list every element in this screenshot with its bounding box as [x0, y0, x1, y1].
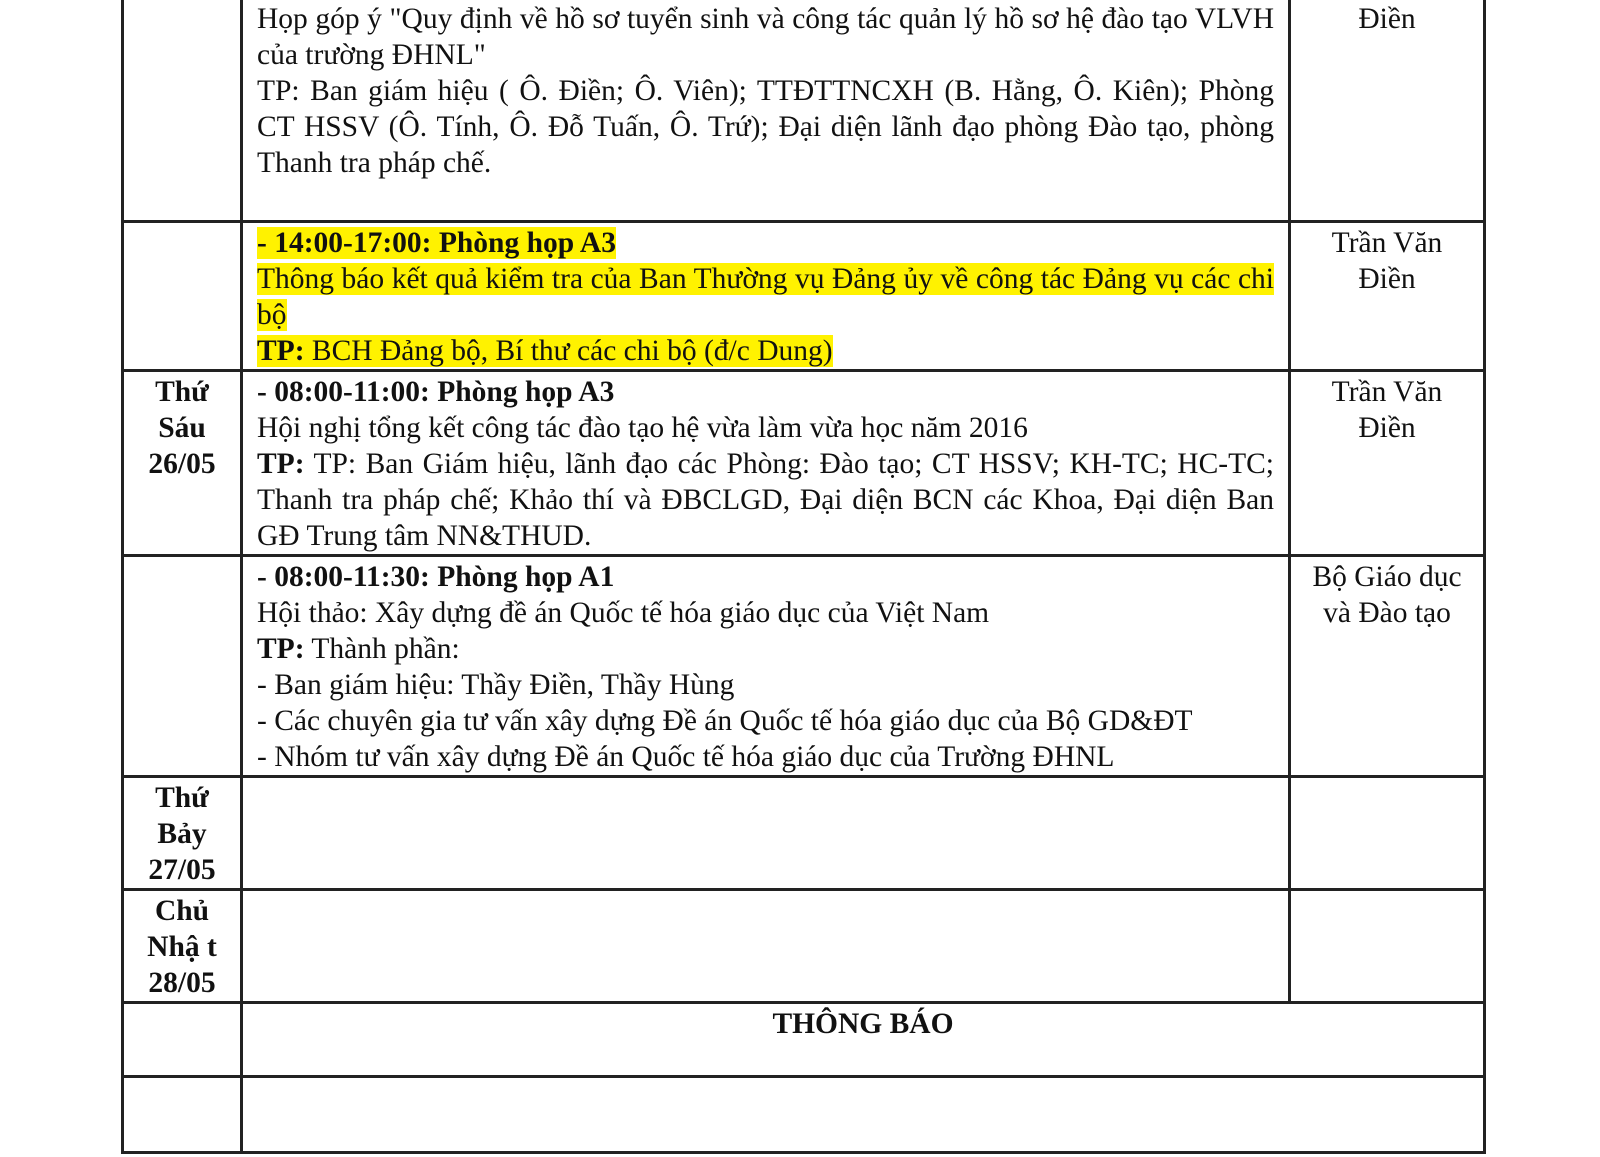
day-label: Thứ [155, 782, 209, 814]
event-cell [242, 371, 1290, 556]
host-label: Điền [1358, 3, 1416, 35]
event-bold-text: - 08:00-11:00: Phòng họp A3 [257, 376, 615, 408]
schedule-row [123, 222, 1485, 371]
notice-title: THÔNG BÁO [772, 1008, 954, 1040]
schedule-row [123, 890, 1485, 1003]
host-label: Trần Văn [1331, 376, 1443, 408]
event-line [257, 333, 1274, 369]
schedule-table [121, 0, 1486, 1154]
host-cell [1290, 556, 1485, 777]
event-line [257, 225, 1274, 261]
event-line [257, 703, 1274, 739]
host-cell [1290, 222, 1485, 371]
event-line [257, 1, 1274, 73]
day-cell [123, 0, 242, 222]
event-bold-text: TP: [257, 335, 305, 367]
event-line [257, 667, 1274, 703]
event-text: - Nhóm tư vấn xây dựng Đề án Quốc tế hóa giáo dục của Trường ĐHNL [257, 741, 1115, 773]
schedule-row [123, 556, 1485, 777]
event-bold-text: TP: [257, 633, 305, 665]
event-line [257, 595, 1274, 631]
event-line [257, 374, 1274, 410]
event-text: TP: Ban Giám hiệu, lãnh đạo các Phòng: Đào tạo; CT HSSV; KH-TC; HC-TC; Thanh tra pháp chế; Khảo thí và ĐBCLGD, Đại diện BCN các Khoa, Đại diện Ban GĐ Trung tâm NN&THUD. [257, 448, 1274, 552]
day-cell [123, 777, 242, 890]
event-text: Thông báo kết quả kiểm tra của Ban Thường vụ Đảng ủy về công tác Đảng vụ các chi bộ [257, 263, 1274, 331]
highlighted-text [257, 335, 833, 367]
notice-cell [242, 1003, 1485, 1077]
event-line [257, 73, 1274, 181]
day-label: 27/05 [148, 854, 216, 886]
event-bold-text: - 08:00-11:30: Phòng họp A1 [257, 561, 615, 593]
host-cell [1290, 0, 1485, 222]
host-label: Điền [1358, 412, 1416, 444]
event-text: - Các chuyên gia tư vấn xây dựng Đề án Quốc tế hóa giáo dục của Bộ GD&ĐT [257, 705, 1193, 737]
schedule-row [123, 0, 1485, 222]
notice-day-cell [123, 1003, 242, 1077]
day-label: Nhậ t [147, 931, 217, 963]
highlighted-text [257, 227, 616, 259]
host-cell [1290, 371, 1485, 556]
event-text: Hội nghị tổng kết công tác đào tạo hệ vừa làm vừa học năm 2016 [257, 412, 1028, 444]
event-line [257, 559, 1274, 595]
notice-body-cell [242, 1077, 1485, 1153]
event-cell [242, 890, 1290, 1003]
day-cell [123, 890, 242, 1003]
host-label: Bộ Giáo dục [1312, 561, 1462, 593]
event-text: Hội thảo: Xây dựng đề án Quốc tế hóa giáo dục của Việt Nam [257, 597, 990, 629]
host-cell [1290, 890, 1485, 1003]
notice-blank-row [123, 1077, 1485, 1153]
event-line [257, 739, 1274, 775]
event-bold-text: TP: [257, 448, 305, 480]
host-label: và Đào tạo [1323, 597, 1451, 629]
event-bold-text: - 14:00-17:00: Phòng họp A3 [257, 227, 616, 259]
day-label: Sáu [158, 412, 206, 444]
event-line [257, 410, 1274, 446]
event-cell [242, 0, 1290, 222]
day-cell [123, 556, 242, 777]
schedule-row [123, 777, 1485, 890]
event-line [257, 261, 1274, 333]
event-text: Thành phần: [304, 633, 460, 665]
event-text: TP: Ban giám hiệu ( Ô. Điền; Ô. Viên); TTĐTTNCXH (B. Hằng, Ô. Kiên); Phòng CT HSSV (Ô. Tính, Ô. Đỗ Tuấn, Ô. Trứ); Đại diện lãnh đạo phòng Đào tạo, phòng Thanh tra pháp chế. [257, 75, 1274, 179]
day-cell [123, 222, 242, 371]
host-label: Điền [1358, 263, 1416, 295]
event-line [257, 631, 1274, 667]
event-cell [242, 777, 1290, 890]
day-label: Thứ [155, 376, 209, 408]
event-text: BCH Đảng bộ, Bí thư các chi bộ (đ/c Dung) [304, 335, 833, 367]
event-line [257, 446, 1274, 554]
notice-day-cell [123, 1077, 242, 1153]
event-cell [242, 556, 1290, 777]
day-label: Bảy [157, 818, 207, 850]
host-label: Trần Văn [1331, 227, 1443, 259]
day-label: 28/05 [148, 967, 216, 999]
event-text: Họp góp ý "Quy định về hồ sơ tuyển sinh và công tác quản lý hồ sơ hệ đào tạo VLVH của trường ĐHNL" [257, 3, 1274, 71]
schedule-row [123, 371, 1485, 556]
event-text: - Ban giám hiệu: Thầy Điền, Thầy Hùng [257, 669, 735, 701]
notice-row [123, 1003, 1485, 1077]
host-cell [1290, 777, 1485, 890]
highlighted-text [257, 263, 1274, 331]
day-label: Chủ [154, 895, 210, 927]
day-label: 26/05 [148, 448, 216, 480]
event-cell [242, 222, 1290, 371]
day-cell [123, 371, 242, 556]
